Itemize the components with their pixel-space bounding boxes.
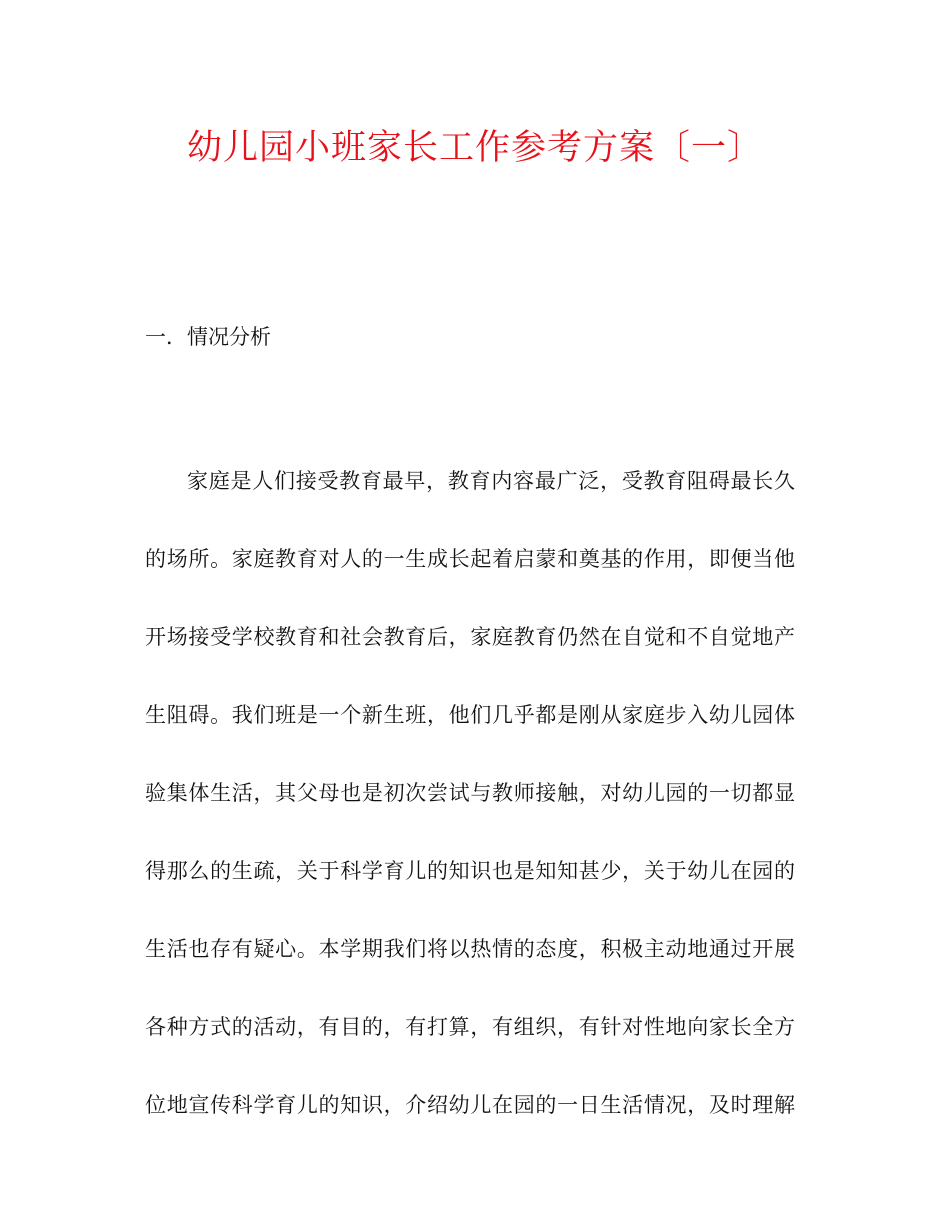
document-title: 幼儿园小班家长工作参考方案〔一〕: [186, 128, 763, 168]
paragraph-line: 位地宣传科学育儿的知识，介绍幼儿在园的一日生活情况，及时理解: [145, 1093, 795, 1117]
paragraph-line: 家庭是人们接受教育最早，教育内容最广泛，受教育阻碍最长久: [187, 469, 795, 493]
paragraph-line: 生阻碍。我们班是一个新生班，他们几乎都是刚从家庭步入幼儿园体: [145, 703, 795, 727]
body-paragraph: [145, 462, 795, 1164]
paragraph-line: 各种方式的活动，有目的，有打算，有组织，有针对性地向家长全方: [145, 1015, 795, 1039]
paragraph-line: 生活也存有疑心。本学期我们将以热情的态度，积极主动地通过开展: [145, 937, 795, 961]
paragraph-line: 得那么的生疏，关于科学育儿的知识也是知知甚少，关于幼儿在园的: [145, 859, 795, 883]
paragraph-line: 的场所。家庭教育对人的一生成长起着启蒙和奠基的作用，即便当他: [145, 547, 795, 571]
paragraph-line: 验集体生活，其父母也是初次尝试与教师接触，对幼儿园的一切都显: [145, 781, 795, 805]
paragraph-line: 开场接受学校教育和社会教育后，家庭教育仍然在自觉和不自觉地产: [145, 625, 795, 649]
section-heading: 一．情况分析: [145, 325, 271, 349]
